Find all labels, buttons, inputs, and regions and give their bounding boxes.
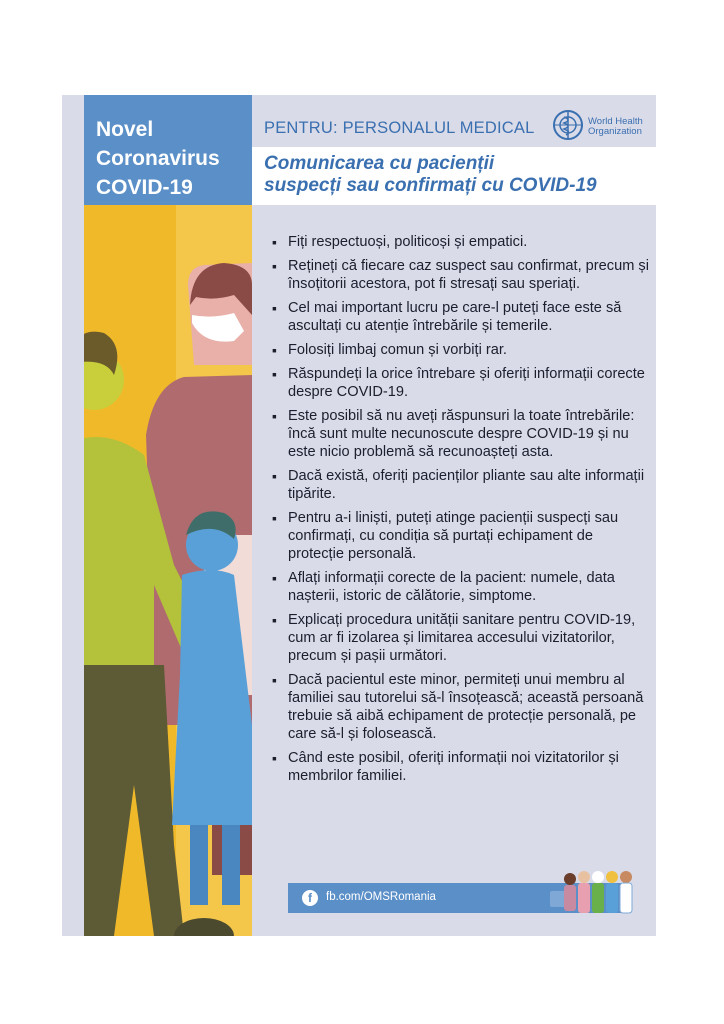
title-block <box>84 95 252 205</box>
guideline-item: ▪ Pentru a-i liniști, puteți atinge pacienții suspecți sau confirmați, cu condiția să purtați echipament de protecție personală. <box>272 509 652 563</box>
facebook-link[interactable]: fb.com/OMSRomania <box>326 891 436 903</box>
header <box>252 95 656 205</box>
subtitle <box>264 153 597 197</box>
subtitle-line-2: suspecți sau confirmați cu COVID-19 <box>264 175 597 196</box>
guidelines-list <box>272 233 652 791</box>
guideline-item: ▪ Fiți respectuoși, politicoși și empatici. <box>272 233 652 251</box>
illustration <box>84 205 252 936</box>
guideline-item: ▪ Dacă pacientul este minor, permiteți unui membru al familiei sau tutorelui să-l însoțească; această persoană trebuie să aibă echipament de protecție personală, pe care să-l și folosească. <box>272 671 652 743</box>
guideline-item: ▪ Folosiți limbaj comun și vorbiți rar. <box>272 341 652 359</box>
guideline-item: ▪ Este posibil să nu aveți răspunsuri la toate întrebările: încă sunt multe necunoscute despre COVID-19 și nu este nicio problemă să recunoașteți asta. <box>272 407 652 461</box>
guideline-item: ▪ Dacă există, oferiți pacienților pliante sau alte informații tipărite. <box>272 467 652 503</box>
title-line-1: Novel <box>96 118 154 141</box>
who-name <box>588 117 643 137</box>
who-logo <box>552 109 652 143</box>
audience-label: PENTRU: PERSONALUL MEDICAL <box>264 119 535 137</box>
medical-staff-icon <box>550 865 640 921</box>
guideline-item: ▪ Explicați procedura unității sanitare pentru COVID-19, cum ar fi izolarea și limitarea accesului vizitatorilor, precum și pașii următori. <box>272 611 652 665</box>
title-line-3: COVID-19 <box>96 176 193 199</box>
subtitle-line-1: Comunicarea cu pacienții <box>264 153 495 174</box>
guideline-item: ▪ Răspundeți la orice întrebare și oferiți informații corecte despre COVID-19. <box>272 365 652 401</box>
who-emblem-icon <box>552 109 584 141</box>
guideline-item: ▪ Aflați informații corecte de la pacient: numele, data nașterii, istoric de călătorie, simptome. <box>272 569 652 605</box>
guideline-item: ▪ Rețineți că fiecare caz suspect sau confirmat, precum și însoțitorii acestora, pot fi stresați sau speriați. <box>272 257 652 293</box>
guideline-item: ▪ Când este posibil, oferiți informații noi vizitatorilor și membrilor familiei. <box>272 749 652 785</box>
who-name-line-1: World Health <box>588 116 643 127</box>
facebook-icon[interactable]: f <box>302 890 318 906</box>
poster <box>62 95 656 936</box>
guideline-item: ▪ Cel mai important lucru pe care-l puteți face este să ascultați cu atenție întrebările și temerile. <box>272 299 652 335</box>
title-line-2: Coronavirus <box>96 147 220 170</box>
who-name-line-2: Organization <box>588 126 642 137</box>
